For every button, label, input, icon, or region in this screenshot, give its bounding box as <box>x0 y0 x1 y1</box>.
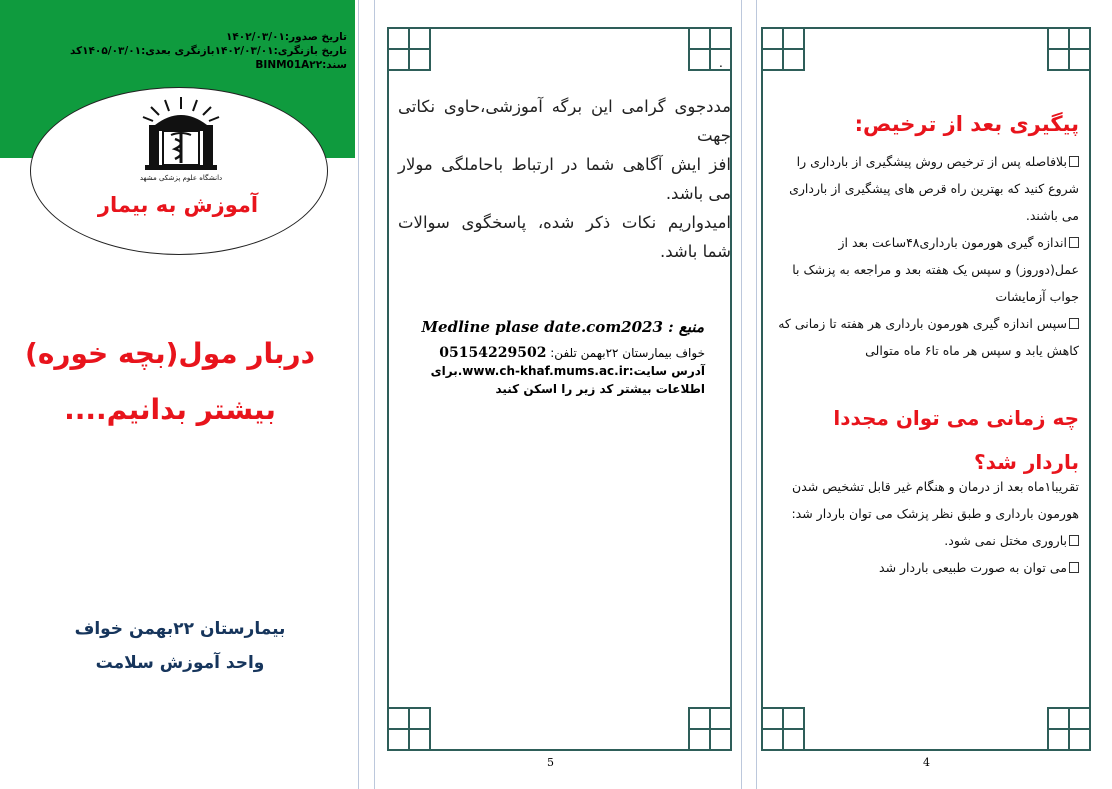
panel-guide-4 <box>756 0 757 789</box>
cover-title <box>20 326 320 438</box>
list-item: می توان به صورت طبیعی باردار شد <box>776 554 1079 581</box>
corner-ornament-icon <box>387 27 431 71</box>
issue-date: تاریخ صدور:۱۴۰۲/۰۳/۰۱ <box>225 31 347 43</box>
source-reference: منبع : Medline plase date.com2023 <box>421 318 704 336</box>
list-item: باروری مختل نمی شود. <box>776 527 1079 554</box>
intro-paragraph: افز ایش آگاهی شما در ارتباط باحاملگی مولار می باشد. <box>398 155 731 203</box>
checkbox-bullet-icon <box>1069 237 1079 248</box>
checkbox-bullet-icon <box>1069 318 1079 329</box>
cover-title-line2: بیشتر بدانیم.... <box>64 393 276 426</box>
cover-panel <box>0 0 355 789</box>
pregnancy-again-list <box>776 473 1079 581</box>
cover-title-line1: دربار مول(بچه خوره) <box>25 337 315 370</box>
checkbox-bullet-icon <box>1069 156 1079 167</box>
follow-up-heading: پیگیری بعد از ترخیص: <box>854 112 1079 136</box>
corner-ornament-icon <box>688 707 732 751</box>
health-education-unit: واحد آموزش سلامت <box>95 653 265 673</box>
phone-number: 05154229502 <box>439 345 547 361</box>
website-line: آدرس سایت:www.ch-khaf.mums.ac.ir.برای <box>430 364 705 378</box>
hospital-info <box>60 612 300 680</box>
page-5-intro <box>398 92 731 266</box>
doc-code: سند:BINM01A۲۲ <box>255 59 347 71</box>
document-meta <box>17 30 347 72</box>
corner-ornament-icon <box>387 707 431 751</box>
page-number-4: 4 <box>923 756 930 769</box>
hospital-name: بیمارستان ۲۲بهمن خواف <box>74 619 286 639</box>
intro-paragraph: امیدواریم نکات ذکر شده، پاسخگوی سوالات شما باشد. <box>398 213 731 261</box>
corner-ornament-icon <box>688 27 732 71</box>
page-5-dot: . <box>719 56 723 70</box>
corner-ornament-icon <box>1047 707 1091 751</box>
university-logo-icon <box>135 95 227 183</box>
logo-caption: دانشگاه علوم پزشکی مشهد <box>139 174 223 182</box>
intro-paragraph: مددجوی گرامی این برگه آموزشی،حاوی نکاتی جهت <box>398 97 731 145</box>
list-item: سپس اندازه گیری هورمون بارداری هر هفته تا زمانی که کاهش یابد و سپس هر ماه تا۶ ماه متوالی <box>778 316 1079 358</box>
pregnancy-again-paragraph: تقریبا۱ماه بعد از درمان و هنگام غیر قابل تشخیص شدن هورمون بارداری و طبق نظر پزشک می توان باردار شد: <box>791 479 1079 521</box>
list-item: اندازه گیری هورمون بارداری۴۸ساعت بعد از عمل(دوروز) و سپس یک هفته بعد و مراجعه به پزشک با جواب آزمایشات <box>792 235 1079 304</box>
follow-up-list <box>776 148 1079 364</box>
review-date: تاریخ بازنگری:۱۴۰۲/۰۳/۰۱بازنگری بعدی:۱۴۰۵/۰۳/۰۱کد <box>69 45 347 57</box>
page-number-5: 5 <box>547 756 554 769</box>
corner-ornament-icon <box>1047 27 1091 71</box>
panel-guide-3 <box>741 0 742 789</box>
list-item: بلافاصله پس از ترخیص روش پیشگیری از بارداری را شروع کنید که بهترین راه قرص های پیشگیری از بارداری می باشند. <box>789 154 1079 223</box>
checkbox-bullet-icon <box>1069 562 1079 573</box>
pregnancy-again-heading: چه زمانی می توان مجددا باردار شد؟ <box>833 406 1079 474</box>
panel-guide-1 <box>358 0 359 789</box>
patient-education-heading: آموزش به بیمار <box>97 193 259 217</box>
panel-guide-2 <box>374 0 375 789</box>
contact-address: خواف بیمارستان ۲۲بهمن تلفن: <box>550 346 705 360</box>
contact-info <box>405 344 705 398</box>
corner-ornament-icon <box>761 27 805 71</box>
checkbox-bullet-icon <box>1069 535 1079 546</box>
corner-ornament-icon <box>761 707 805 751</box>
scan-code-note: اطلاعات بیشتر کد زیر را اسکن کنید <box>495 382 705 396</box>
